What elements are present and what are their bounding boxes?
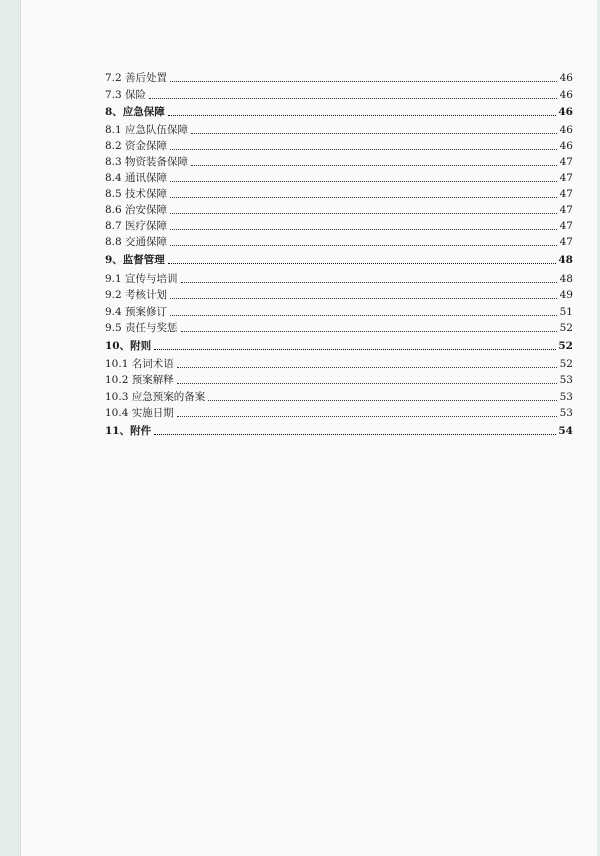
document-page — [20, 0, 597, 856]
dot-leader — [181, 330, 557, 332]
toc-entry-label: 11、附件 — [105, 425, 152, 437]
toc-entry-label: 9.4 预案修订 — [105, 305, 168, 318]
toc-entry — [105, 72, 573, 85]
toc-entry-label: 8.2 资金保障 — [105, 139, 168, 152]
toc-entry-label: 7.3 保险 — [105, 88, 147, 101]
toc-entry-page-number: 53 — [559, 407, 573, 419]
dot-leader — [191, 164, 557, 166]
toc-entry-label: 10、附则 — [105, 340, 152, 352]
dot-leader — [170, 148, 557, 150]
toc-entry-label: 10.3 应急预案的备案 — [105, 390, 206, 403]
dot-leader — [191, 132, 557, 134]
toc-entry-page-number: 47 — [559, 188, 573, 200]
toc-entry-page-number: 46 — [559, 72, 573, 84]
toc-entry — [105, 156, 573, 169]
toc-entry — [105, 124, 573, 137]
dot-leader — [170, 196, 557, 198]
dot-leader — [170, 80, 557, 82]
toc-section-entry — [105, 340, 573, 353]
toc-entry-label: 8.7 医疗保障 — [105, 220, 168, 232]
dot-leader — [177, 366, 557, 368]
toc-entry-page-number: 52 — [558, 340, 573, 352]
dot-leader — [181, 281, 557, 283]
toc-entry-label: 8.4 通讯保障 — [105, 172, 168, 184]
toc-entry — [105, 188, 573, 201]
dot-leader — [170, 297, 557, 299]
toc-entry-page-number: 52 — [559, 322, 573, 334]
dot-leader — [168, 114, 557, 116]
toc-entry — [105, 358, 573, 371]
dot-leader — [168, 262, 557, 264]
toc-entry-page-number: 47 — [559, 220, 573, 232]
dot-leader — [170, 244, 557, 246]
toc-section-entry — [105, 106, 573, 119]
toc-entry-label: 8.8 交通保障 — [105, 236, 168, 248]
toc-entry-page-number: 53 — [559, 390, 573, 403]
toc-entry-label: 10.2 预案解释 — [105, 374, 174, 386]
toc-entry-page-number: 54 — [558, 425, 573, 437]
dot-leader — [149, 97, 557, 99]
dot-leader — [170, 314, 557, 316]
toc-entry-page-number: 52 — [559, 358, 573, 370]
toc-entry-page-number: 47 — [559, 236, 573, 248]
toc-entry — [105, 407, 573, 420]
toc-entry-page-number: 46 — [559, 88, 573, 101]
toc-entry — [105, 236, 573, 249]
toc-entry-page-number: 48 — [558, 254, 573, 266]
dot-leader — [170, 228, 557, 230]
toc-entry-label: 8.3 物资装备保障 — [105, 156, 189, 168]
toc-entry-page-number: 46 — [559, 139, 573, 152]
toc-section-entry — [105, 425, 573, 438]
dot-leader — [177, 415, 557, 417]
toc-entry-label: 8、应急保障 — [105, 106, 165, 118]
dot-leader — [177, 382, 557, 384]
toc-entry-label: 9.2 考核计划 — [105, 288, 168, 301]
toc-entry-page-number: 47 — [559, 156, 573, 168]
toc-entry-page-number: 46 — [559, 123, 573, 136]
toc-entry-label: 7.2 善后处置 — [105, 72, 168, 84]
toc-section-entry — [105, 254, 573, 267]
toc-entry — [105, 273, 573, 286]
toc-entry — [105, 172, 573, 185]
dot-leader — [154, 433, 556, 435]
toc-entry-page-number: 51 — [559, 305, 573, 318]
toc-entry-page-number: 46 — [558, 106, 573, 118]
dot-leader — [170, 180, 557, 182]
toc-entry-page-number: 53 — [559, 374, 573, 386]
toc-entry-page-number: 49 — [559, 288, 573, 301]
toc-entry — [105, 391, 573, 404]
toc-entry-label: 8.1 应急队伍保障 — [105, 123, 189, 136]
toc-entry — [105, 140, 573, 153]
toc-entry — [105, 374, 573, 387]
toc-entry-label: 8.6 治安保障 — [105, 204, 168, 216]
toc-entry-label: 9.5 责任与奖惩 — [105, 322, 178, 334]
dot-leader — [170, 212, 557, 214]
toc-entry-label: 9.1 宣传与培训 — [105, 272, 178, 285]
dot-leader — [208, 399, 557, 401]
toc-entry-label: 8.5 技术保障 — [105, 188, 168, 200]
toc-entry-label: 10.1 名词术语 — [105, 358, 174, 370]
toc-entry-page-number: 48 — [559, 272, 573, 285]
toc-entry — [105, 322, 573, 335]
toc-entry-page-number: 47 — [559, 172, 573, 184]
toc-entry-page-number: 47 — [559, 204, 573, 216]
toc-entry — [105, 289, 573, 302]
toc-entry-label: 9、监督管理 — [105, 254, 165, 266]
toc-entry — [105, 204, 573, 217]
toc-entry-label: 10.4 实施日期 — [105, 407, 174, 419]
toc-entry — [105, 306, 573, 319]
toc-entry — [105, 89, 573, 102]
toc-entry — [105, 220, 573, 233]
dot-leader — [154, 348, 556, 350]
